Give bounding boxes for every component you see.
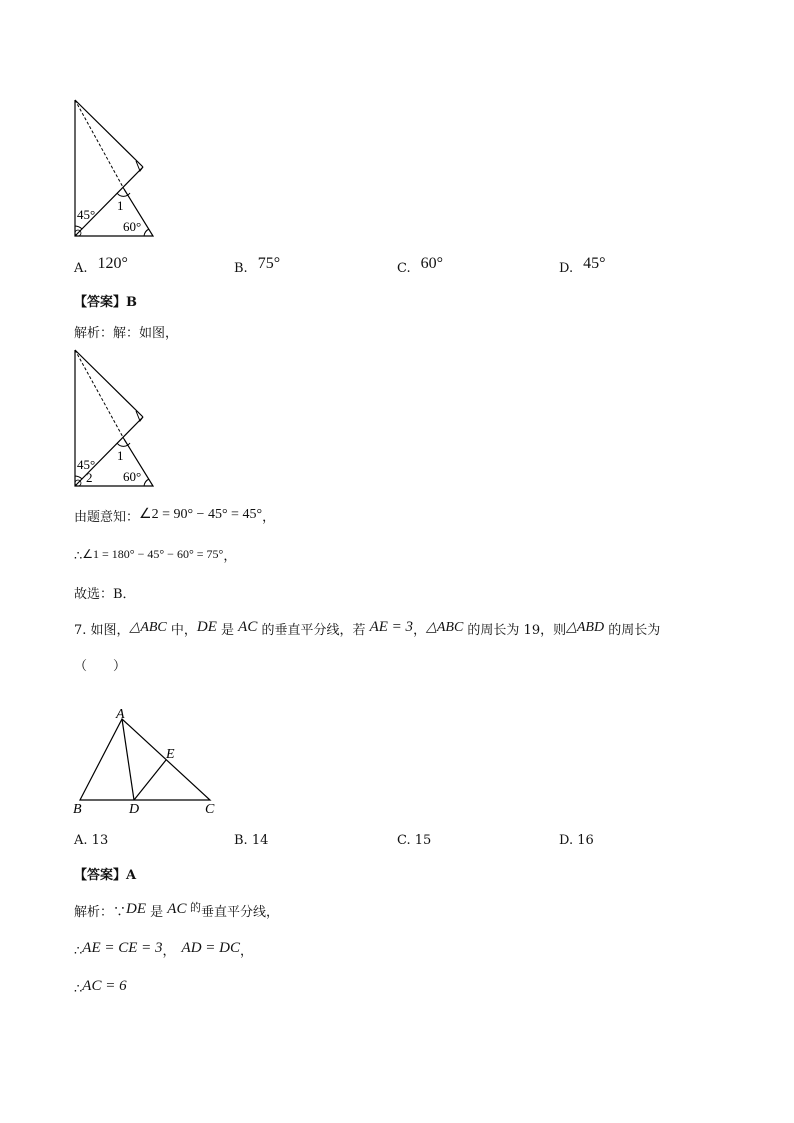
analysis-text: 是	[146, 905, 168, 920]
therefore-symbol: ∴	[74, 982, 83, 997]
analysis-text: 解析：∵	[74, 905, 127, 920]
option-letter: A.	[74, 261, 88, 276]
dashed-line	[75, 100, 124, 189]
label-45: 45°	[77, 457, 96, 472]
triangle-abc-figure	[70, 705, 220, 820]
q6-step-1	[74, 506, 275, 526]
vertex-d: D	[129, 802, 140, 817]
option-letter: C.	[397, 833, 411, 848]
step-text: ，	[262, 510, 276, 525]
q6-option-d	[559, 255, 606, 277]
q7-stem	[74, 619, 660, 639]
math-ae-3: AE = 3	[369, 619, 414, 635]
label-60: 60°	[123, 469, 142, 484]
option-value: 75°	[257, 255, 281, 272]
angle-arc-60	[144, 479, 149, 486]
q7-analysis-1	[74, 901, 279, 921]
therefore-symbol: ∴	[74, 944, 83, 959]
triangle-figure-1	[70, 95, 165, 240]
segment-de	[134, 760, 166, 800]
analysis-text: ，	[162, 944, 176, 959]
analysis-text: 垂直平分线，	[200, 905, 279, 920]
triangle-abc	[80, 719, 210, 800]
option-value: 15	[414, 833, 432, 848]
math-de: DE	[196, 619, 217, 635]
angle-arc-45	[75, 476, 82, 479]
label-1: 1	[117, 448, 124, 463]
step-text: ，	[223, 549, 237, 564]
option-value: 13	[91, 833, 109, 848]
stem-text: 的周长为 19，则	[463, 623, 567, 638]
segment-ad	[122, 719, 134, 800]
q7-option-b	[234, 833, 268, 848]
math-de: DE	[126, 901, 147, 917]
label-60: 60°	[123, 219, 142, 234]
triangle-figure-2	[70, 345, 165, 490]
q6-step-2	[74, 545, 236, 564]
q6-answer-label: 【答案】B	[74, 295, 137, 310]
vertex-e: E	[166, 747, 175, 762]
q7-option-a	[74, 833, 108, 848]
stem-text: ，	[413, 623, 427, 638]
stem-text: 中，	[166, 623, 197, 638]
q6-analysis-intro: 解析：解：如图，	[74, 326, 179, 341]
q6-conclusion: 故选：B．	[74, 587, 136, 602]
q7-analysis-3	[74, 978, 127, 998]
step-math: ∠2 = 90° − 45° = 45°	[139, 507, 263, 522]
therefore-symbol: ∴	[74, 549, 83, 564]
math-ac: AC	[167, 901, 187, 917]
angle-arc-45	[75, 226, 82, 229]
stem-text: 的周长为	[604, 623, 661, 638]
label-1: 1	[117, 198, 124, 213]
vertex-b: B	[73, 802, 82, 817]
vertex-c: C	[205, 802, 215, 817]
option-letter: B.	[234, 261, 248, 276]
math-triangle-abd: △ABD	[566, 620, 605, 635]
q7-answer-paren: （ ）	[74, 659, 127, 674]
option-value: 16	[577, 833, 594, 848]
analysis-text: 的	[186, 901, 201, 914]
step-text: 由题意知：	[74, 510, 140, 525]
option-letter: D.	[559, 833, 574, 848]
math-triangle-abc: △ABC	[129, 620, 167, 635]
q7-answer-label: 【答案】A	[74, 868, 137, 883]
vertex-a: A	[116, 707, 125, 722]
triangle-top-edge	[75, 350, 143, 417]
option-letter: C.	[397, 261, 411, 276]
q6-option-b	[234, 255, 281, 277]
math-ae-ce: AE = CE = 3	[82, 940, 163, 956]
label-2: 2	[86, 470, 93, 485]
math-triangle-abc: △ABC	[426, 620, 464, 635]
triangle-top-edge	[75, 100, 143, 167]
q7-option-d	[559, 833, 594, 848]
label-45: 45°	[77, 207, 96, 222]
q7-number: 7. 如图，	[74, 623, 130, 638]
option-value: 14	[251, 833, 269, 848]
q7-analysis-2	[74, 940, 253, 960]
stem-text: 的垂直平分线，若	[257, 623, 370, 638]
analysis-text: ，	[240, 944, 254, 959]
stem-text: 是	[216, 623, 239, 638]
option-value: 45°	[583, 255, 606, 272]
option-letter: A.	[74, 833, 88, 848]
q6-option-c	[397, 255, 444, 277]
math-ad-dc: AD = DC	[181, 940, 241, 956]
q6-option-a	[74, 255, 128, 277]
option-value: 60°	[420, 255, 444, 272]
angle-arc-60	[144, 229, 149, 236]
option-letter: B.	[234, 833, 248, 848]
option-letter: D.	[559, 261, 574, 276]
dashed-line	[75, 350, 124, 439]
math-ac: AC	[238, 619, 258, 635]
step-math: ∠1 = 180° − 45° − 60° = 75°	[82, 547, 224, 561]
q7-option-c	[397, 833, 431, 848]
option-value: 120°	[97, 255, 128, 272]
math-ac-6: AC = 6	[82, 978, 127, 994]
